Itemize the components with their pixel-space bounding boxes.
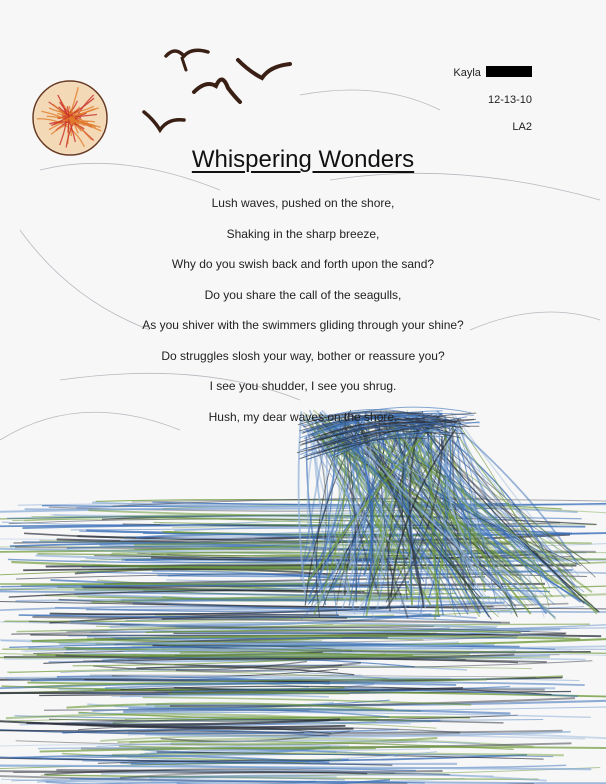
class-code: LA2	[512, 121, 532, 133]
assignment-date: 12-13-10	[487, 94, 532, 106]
poem-line: Why do you swish back and forth upon the sand?	[171, 257, 435, 271]
birds	[144, 50, 290, 130]
poem-line: As you shiver with the swimmers gliding through your shine?	[142, 318, 464, 332]
poem-line: I see you shudder, I see you shrug.	[209, 379, 397, 393]
poem-line: Do struggles slosh your way, bother or reassure you?	[161, 348, 445, 363]
poem-line: Lush waves, pushed on the shore,	[211, 196, 395, 210]
poem-line: Hush, my dear waves on the shore.	[208, 409, 398, 424]
student-name: Kayla	[453, 67, 481, 79]
poem-body	[0, 196, 606, 440]
bird-icon	[238, 60, 290, 78]
poem-title: Whispering Wonders	[191, 146, 415, 173]
bird-icon	[182, 58, 186, 70]
sun-icon	[33, 81, 107, 155]
student-header	[453, 66, 532, 149]
bird-icon	[166, 50, 208, 56]
bird-icon	[144, 112, 184, 130]
poem-line: Do you share the call of the seagulls,	[204, 287, 402, 302]
poem-line: Shaking in the sharp breeze,	[226, 226, 380, 241]
redaction-bar	[486, 66, 532, 77]
student-name-line	[453, 66, 532, 79]
bird-icon	[194, 79, 240, 102]
